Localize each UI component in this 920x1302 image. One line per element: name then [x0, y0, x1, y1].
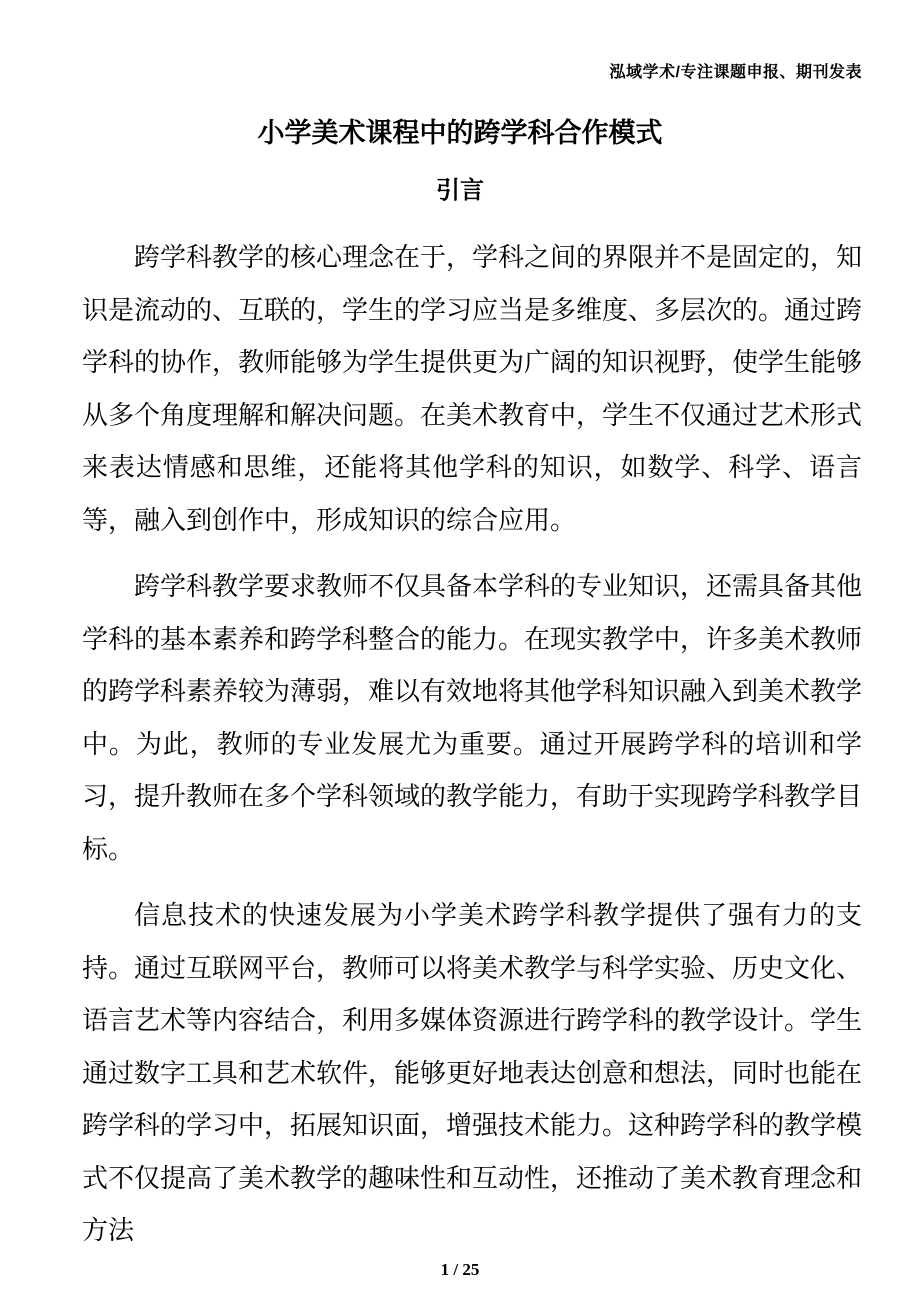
body-paragraph-1: 跨学科教学的核心理念在于，学科之间的界限并不是固定的，知识是流动的、互联的，学生的学习应当是多维度、多层次的。通过跨学科的协作，教师能够为学生提供更为广阔的知识视野，使学生能够从多个角度理解和解决问题。在美术教育中，学生不仅通过艺术形式来表达情感和思维，还能将其他学科的知识，如数学、科学、语言等，融入到创作中，形成知识的综合应用。: [82, 243, 863, 535]
body-paragraph-3: 信息技术的快速发展为小学美术跨学科教学提供了强有力的支持。通过互联网平台，教师可以将美术教学与科学实验、历史文化、语言艺术等内容结合，利用多媒体资源进行跨学科的教学设计。学生通过数字工具和艺术软件，能够更好地表达创意和想法，同时也能在跨学科的学习中，拓展知识面，增强技术能力。这种跨学科的教学模式不仅提高了美术教学的趣味性和互动性，还推动了美术教育理念和方法: [82, 901, 863, 1245]
publisher-header: 泓域学术/专注课题申报、期刊发表: [609, 64, 862, 81]
body-paragraph-2: 跨学科教学要求教师不仅具备本学科的专业知识，还需具备其他学科的基本素养和跨学科整合的能力。在现实教学中，许多美术教师的跨学科素养较为薄弱，难以有效地将其他学科知识融入到美术教学中。为此，教师的专业发展尤为重要。通过开展跨学科的培训和学习，提升教师在多个学科领域的教学能力，有助于实现跨学科教学目标。: [82, 572, 863, 864]
document-title: 小学美术课程中的跨学科合作模式: [257, 118, 663, 148]
page-number: 1 / 25: [440, 1260, 480, 1279]
section-heading: 引言: [436, 177, 484, 204]
document-body: [82, 232, 862, 1272]
